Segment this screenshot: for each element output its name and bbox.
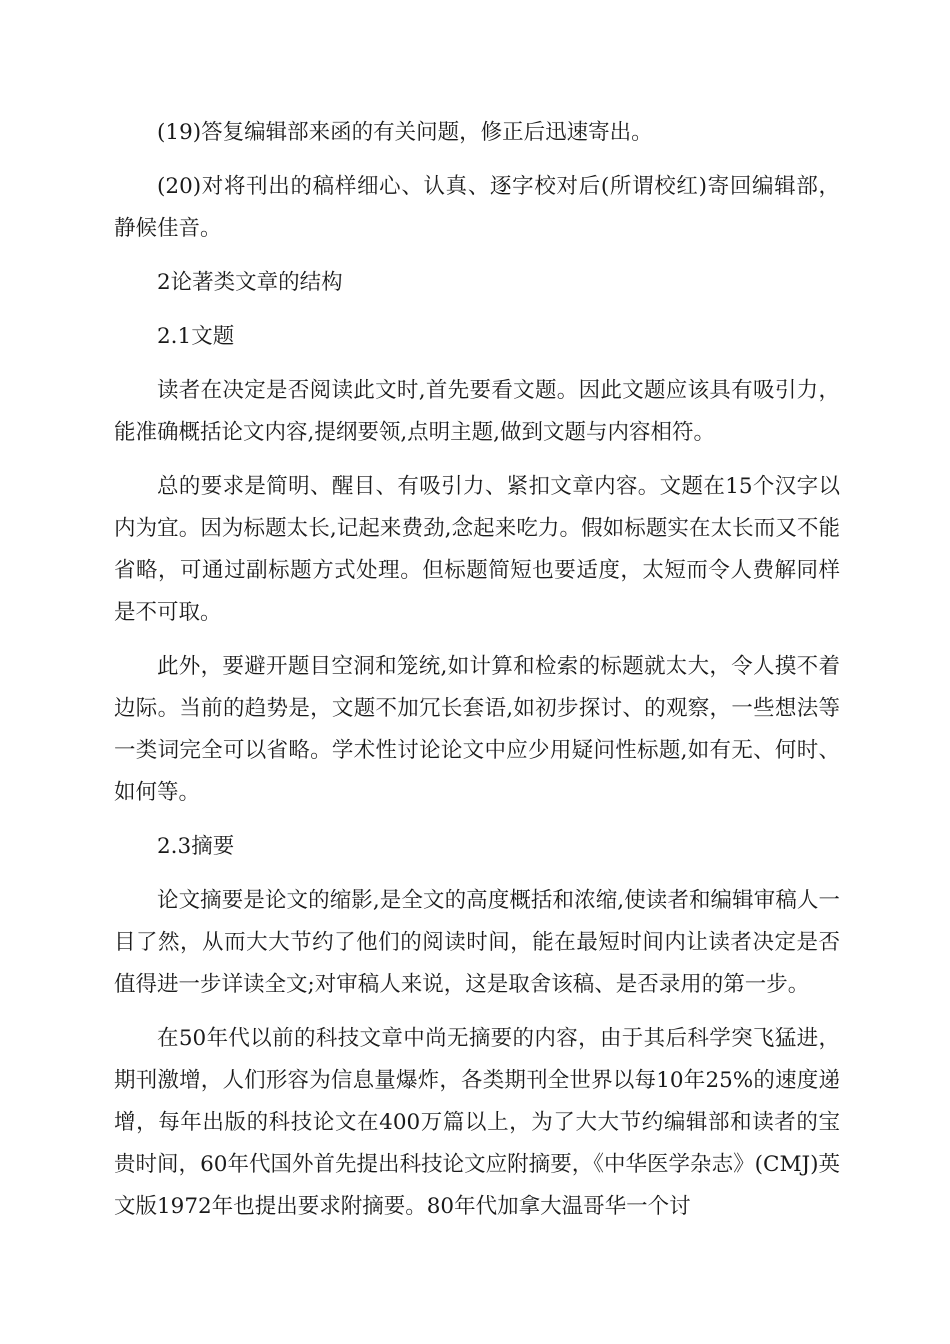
- paragraph-title-requirements: 总的要求是简明、醒目、有吸引力、紧扣文章内容。文题在15个汉字以内为宜。因为标题太长,记起来费劲,念起来吃力。假如标题实在太长而又不能省略，可通过副标题方式处理。但标题简短也要适度，太短而令人费解同样是不可取。: [114, 474, 840, 625]
- paragraph-20: (20)对将刊出的稿样细心、认真、逐字校对后(所谓校红)寄回编辑部，静候佳音。: [114, 174, 840, 241]
- section-heading-structure: 2论著类文章的结构: [157, 270, 343, 295]
- paragraph-title-intro: 读者在决定是否阅读此文时,首先要看文题。因此文题应该具有吸引力，能准确概括论文内容,提纲要领,点明主题,做到文题与内容相符。: [114, 378, 840, 445]
- paragraph-abstract-intro: 论文摘要是论文的缩影,是全文的高度概括和浓缩,使读者和编辑审稿人一目了然，从而大大节约了他们的阅读时间，能在最短时间内让读者决定是否值得进一步详读全文;对审稿人来说，这是取舍该稿、是否录用的第一步。: [114, 888, 840, 997]
- section-heading-title: 2.1文题: [157, 324, 235, 349]
- paragraph-19: (19)答复编辑部来函的有关问题，修正后迅速寄出。: [157, 120, 653, 145]
- document-body: [114, 112, 840, 1240]
- paragraph-abstract-history: 在50年代以前的科技文章中尚无摘要的内容，由于其后科学突飞猛进，期刊激增，人们形容为信息量爆炸，各类期刊全世界以每10年25%的速度递增，每年出版的科技论文在400万篇以上，为了大大节约编辑部和读者的宝贵时间，60年代国外首先提出科技论文应附摘要，《中华医学杂志》(CMJ)英文版1972年也提出要求附摘要。80年代加拿大温哥华一个讨: [114, 1026, 840, 1219]
- paragraph-title-avoid: 此外，要避开题目空洞和笼统,如计算和检索的标题就太大，令人摸不着边际。当前的趋势是，文题不加冗长套语,如初步探讨、的观察，一些想法等一类词完全可以省略。学术性讨论论文中应少用疑问性标题,如有无、何时、如何等。: [114, 654, 840, 805]
- section-heading-abstract: 2.3摘要: [157, 834, 235, 859]
